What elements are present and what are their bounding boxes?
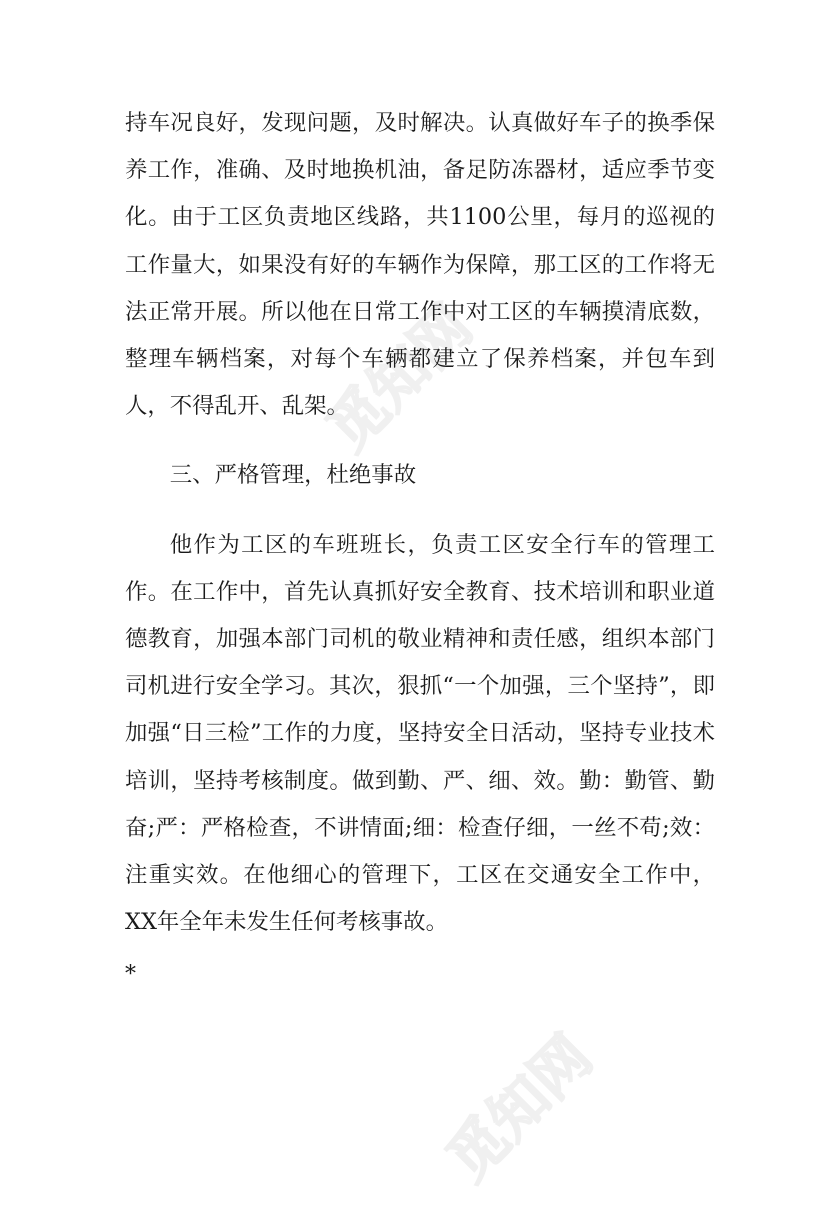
watermark-bottom: [424, 994, 636, 1206]
end-marker: *: [125, 962, 136, 988]
paragraph-gap: [125, 500, 715, 522]
paragraph-safety-management: 他作为工区的车班班长，负责工区安全行车的管理工作。在工作中，首先认真抓好安全教育、技术培训和职业道德教育，加强本部门司机的敬业精神和责任感，组织本部门司机进行安全学习。其次，狠抓“一个加强，三个坚持”，即加强“日三检”工作的力度，坚持安全日活动，坚持专业技术培训，坚持考核制度。做到勤、严、细、效。勤：勤管、勤奋;严：严格检查，不讲情面;细：检查仔细，一丝不苟;效：注重实效。在他细心的管理下，工区在交通安全工作中，XX年全年未发生任何考核事故。: [125, 531, 715, 936]
paragraph-gap: [125, 430, 715, 452]
svg-text:觅知网: 觅知网: [313, 292, 485, 464]
paragraph-vehicle-maintenance: 持车况良好，发现问题，及时解决。认真做好车子的换季保养工作，准确、及时地换机油，备足防冻器材，适应季节变化。由于工区负责地区线路，共1100公里，每月的巡视的工作量大，如果没有好的车辆作为保障，那工区的工作将无法正常开展。所以他在日常工作中对工区的车辆摸清底数，整理车辆档案，对每个车辆都建立了保养档案，并包车到人，不得乱开、乱架。: [125, 110, 715, 420]
watermark-logo-2: [424, 994, 636, 1206]
section-heading-strict-management: 三、严格管理，杜绝事故: [169, 462, 417, 489]
svg-text:觅知网: 觅知网: [433, 1022, 605, 1194]
document-body: [125, 100, 715, 990]
